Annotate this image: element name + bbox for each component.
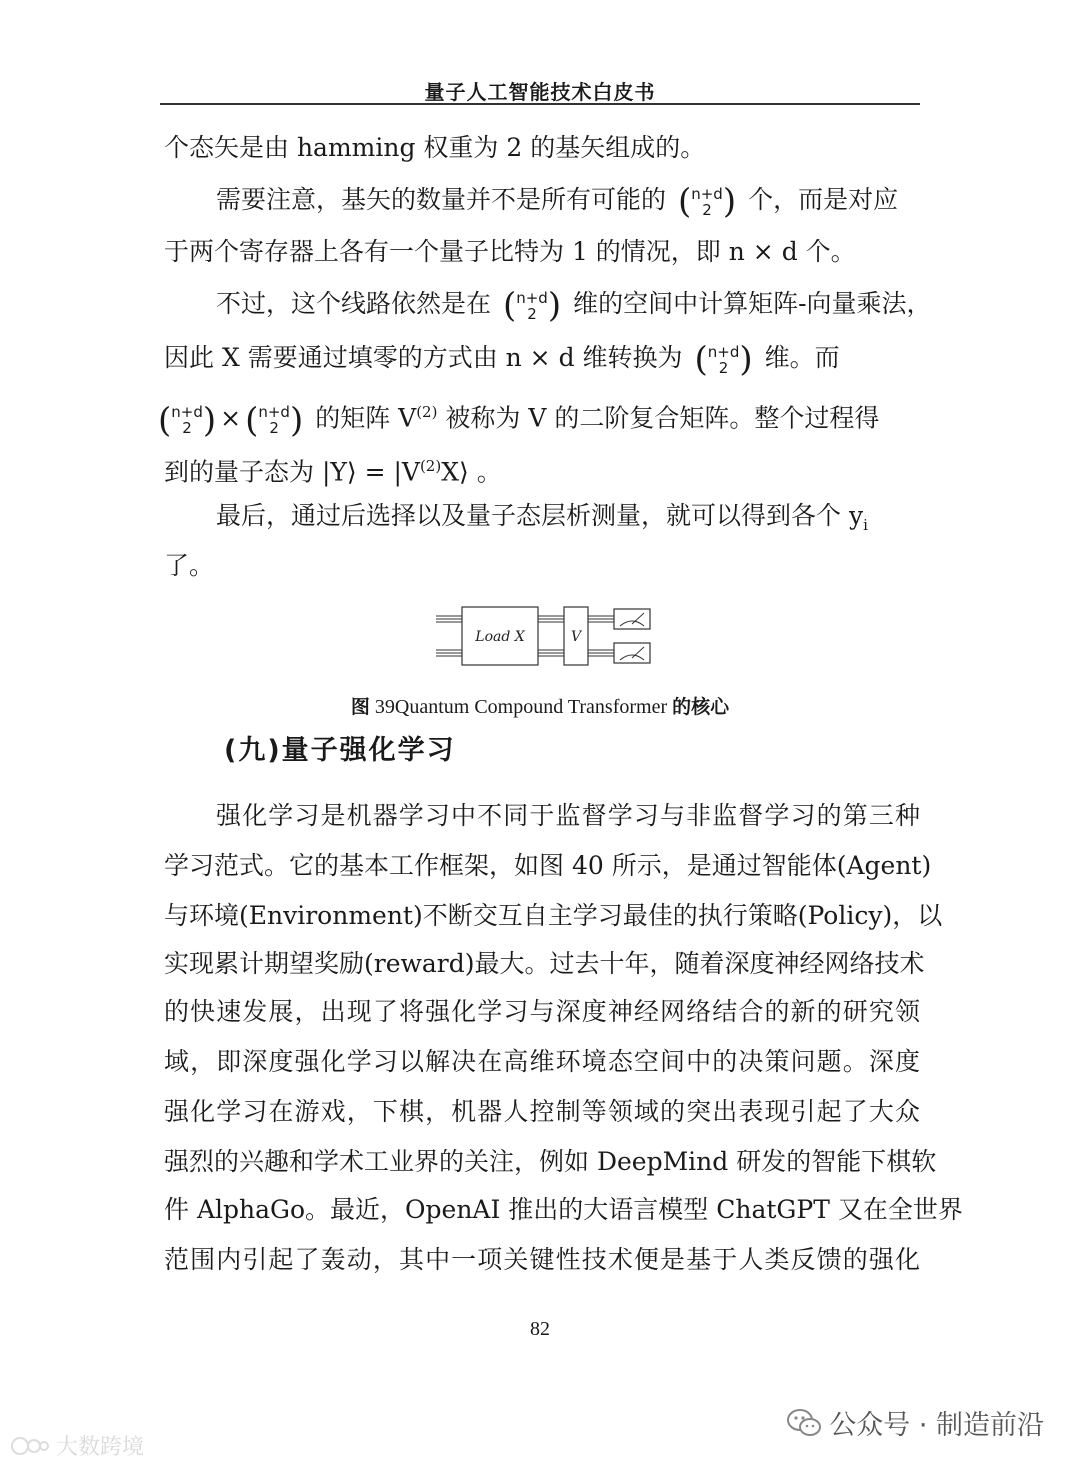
body-line: 域，即深度强化学习以解决在高维环境态空间中的决策问题。深度 xyxy=(164,1047,920,1076)
times-symbol: × xyxy=(220,403,242,433)
body-line: 件 AlphaGo。最近，OpenAI 推出的大语言模型 ChatGPT 又在全世界 xyxy=(164,1195,963,1224)
text-segment: 不过，这个线路依然是在 xyxy=(216,289,492,318)
body-line: 范围内引起了轰动，其中一项关键性技术便是基于人类反馈的强化 xyxy=(164,1245,920,1274)
circuit-diagram xyxy=(436,604,656,672)
binomial: (n+d 2 ) xyxy=(245,400,304,441)
superscript: (2) xyxy=(419,457,442,475)
text-line-8 xyxy=(216,500,972,541)
meter-icon xyxy=(614,609,650,629)
text-segment: 被称为 V 的二阶复合矩阵。整个过程得 xyxy=(445,403,880,433)
text-line-3: 于两个寄存器上各有一个量子比特为 1 的情况，即 n × d 个。 xyxy=(164,237,856,266)
text-segment: 维。而 xyxy=(764,343,840,372)
superscript: (2) xyxy=(416,403,438,421)
watermark-brand: 大数跨境 xyxy=(10,1430,144,1461)
text-line-2 xyxy=(216,181,916,222)
text-line-9: 了。 xyxy=(164,551,215,580)
text-segment: 最后，通过后选择以及量子态层析测量，就可以得到各个 y xyxy=(216,501,864,530)
load-x-label: Load X xyxy=(475,629,525,645)
body-line: 实现累计期望奖励(reward)最大。过去十年，随着深度神经网络技术 xyxy=(164,949,925,978)
body-line: 与环境(Environment)不断交互自主学习最佳的执行策略(Policy)，以 xyxy=(164,901,943,930)
text-segment: 的矩阵 V xyxy=(315,403,417,433)
text-segment: 到的量子态为 |Y⟩ = |V xyxy=(164,457,420,487)
text-segment: 个，而是对应 xyxy=(748,185,899,214)
text-segment: 维的空间中计算矩阵-向量乘法， xyxy=(573,289,932,318)
binomial: (n+d 2 ) xyxy=(694,339,753,380)
text-segment: 因此 X 需要通过填零的方式由 n × d 维转换为 xyxy=(164,343,683,372)
text-line-7 xyxy=(164,450,920,488)
section-heading: (九)量子强化学习 xyxy=(224,735,456,766)
subscript: i xyxy=(863,516,868,534)
brand-logo-icon xyxy=(10,1434,50,1458)
text-line-1: 个态矢是由 hamming 权重为 2 的基矢组成的。 xyxy=(164,133,706,162)
header-rule xyxy=(160,103,920,105)
text-segment: 需要注意，基矢的数量并不是所有可能的 xyxy=(216,185,667,214)
body-line: 强烈的兴趣和学术工业界的关注，例如 DeepMind 研发的智能下棋软 xyxy=(164,1147,937,1176)
wechat-icon xyxy=(787,1409,821,1437)
text-line-4 xyxy=(216,285,932,326)
page-number: 82 xyxy=(530,1318,550,1340)
text-line-6 xyxy=(158,396,914,441)
text-segment: X⟩ 。 xyxy=(441,457,502,487)
v-label: V xyxy=(570,629,582,645)
running-header: 量子人工智能技术白皮书 xyxy=(424,80,656,104)
binomial: (n+d 2 ) xyxy=(502,285,562,326)
binomial: (n+d 2 ) xyxy=(677,181,737,222)
body-line: 学习范式。它的基本工作框架，如图 40 所示，是通过智能体(Agent) xyxy=(164,851,932,880)
meter-icon xyxy=(614,643,650,663)
body-line: 强化学习是机器学习中不同于监督学习与非监督学习的第三种 xyxy=(216,801,920,830)
binomial: (n+d 2 ) xyxy=(158,400,217,441)
figure-caption: 图 39Quantum Compound Transformer 的核心 xyxy=(350,696,730,718)
body-line: 的快速发展，出现了将强化学习与深度神经网络结合的新的研究领 xyxy=(164,997,920,1026)
watermark-wechat: 公众号 · 制造前沿 xyxy=(787,1403,1044,1442)
text-line-5 xyxy=(164,339,920,380)
body-line: 强化学习在游戏，下棋，机器人控制等领域的突出表现引起了大众 xyxy=(164,1097,920,1126)
